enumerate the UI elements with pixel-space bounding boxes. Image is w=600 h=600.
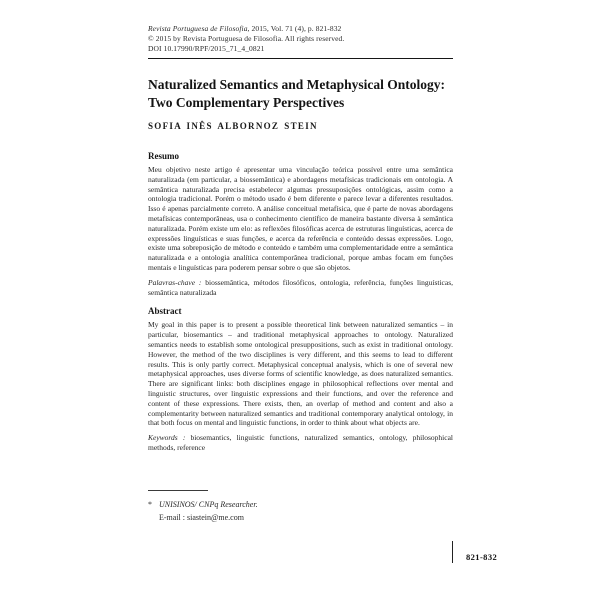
resumo-text: Meu objetivo neste artigo é apresentar uma vinculação teórica possível entre uma semântica naturalizada (em particular, a biossemântica) e abordagens metafísicas tradicionais em ontologia. A semântica naturalizada precisa estabelecer algumas pressuposições ontológicas, assim como a ontologia tradicional. Porém o método usado é bem diferente e parece levar a diferentes resultados. Isso é apenas parcialmente correto. A análise conceitual metafísica, que é parte de novas abordagens metafísicas contemporâneas, usa o conhecimento científico de maneira bastante diversa à semântica naturalizada. Porém existe um elo: as reflexões filosóficas acerca de estruturas linguísticas, acerca de expressões linguísticas e suas funções, e acerca da referência e conteúdo dessas expressões. Logo, existe uma sobreposição de método e conteúdo e também uma complementaridade entre a semântica naturalizada e a ontologia analítica contemporânea tradicional, porque ambas focam em funções mentais e linguísticas para poderem pensar sobre o que são objetos. [148, 165, 453, 272]
keywords-list: biosemantics, linguistic functions, naturalized semantics, ontology, philosophical methods, reference [148, 433, 453, 452]
keywords-line [148, 433, 453, 453]
palavras-chave-list: biossemântica, métodos filosóficos, ontologia, referência, funções linguísticas, semântica naturalizada [148, 277, 453, 297]
journal-name: Revista Portuguesa de Filosofia [148, 24, 248, 33]
palavras-chave-label: Palavras-chave : [148, 277, 202, 287]
page-number-divider [452, 541, 453, 563]
article-content-column [148, 24, 453, 453]
keywords-label: Keywords : [148, 433, 186, 443]
author-name: SOFIA INÊS ALBORNOZ STEIN [148, 121, 318, 131]
journal-masthead [148, 24, 453, 54]
author-footnote [148, 490, 453, 524]
palavras-chave-line [148, 278, 453, 298]
doi-line: DOI 10.17990/RPF/2015_71_4_0821 [148, 44, 265, 53]
masthead-divider [148, 58, 453, 59]
abstract-text: My goal in this paper is to present a possible theoretical link between naturalized semantics – in particular, biosemantics – and traditional metaphysical approaches to ontology. Naturalized semantics needs to establish some ontological presuppositions, such as exist in traditional ontology. However, the method of the two disciplines is very different, and this seems to lead to different results. This is only partly correct. Metaphysical conceptual analysis, which is one of several new metaphysical approaches, uses diverse forms of scientific knowledge, as does naturalized semantics. There are significant links: both disciplines engage in philosophical reflections over mental and linguistic structures, over linguistic expressions and their functions, and over the reference and content of these expressions. There exists, then, an overlap of method and content and also a complementarity between naturalized semantics and traditional contemporary analytical ontology, in that both focus on mental and linguistic functions, in order to think about what objects are. [148, 320, 453, 428]
journal-citation-line [148, 24, 453, 34]
email-label: E-mail : [159, 512, 185, 522]
footnote-divider [148, 490, 208, 491]
copyright-line: © 2015 by Revista Portuguesa de Filosofia. All rights reserved. [148, 34, 345, 43]
footnote-affiliation-line [148, 499, 453, 512]
footnote-email-line [148, 512, 453, 525]
footnote-asterisk: * [148, 500, 152, 509]
page-range: 821-832 [466, 552, 498, 562]
citation-details: , 2015, Vol. 71 (4), p. 821-832 [247, 24, 342, 33]
email-address: siastein@me.com [187, 512, 244, 522]
resumo-section [148, 151, 453, 297]
abstract-heading: Abstract [148, 306, 182, 317]
article-title: Naturalized Semantics and Metaphysical Ontology: Two Complementary Perspectives [148, 77, 445, 110]
resumo-heading: Resumo [148, 151, 179, 161]
abstract-section [148, 306, 453, 452]
footnote-affiliation: UNISINOS/ CNPq Researcher. [159, 500, 258, 509]
